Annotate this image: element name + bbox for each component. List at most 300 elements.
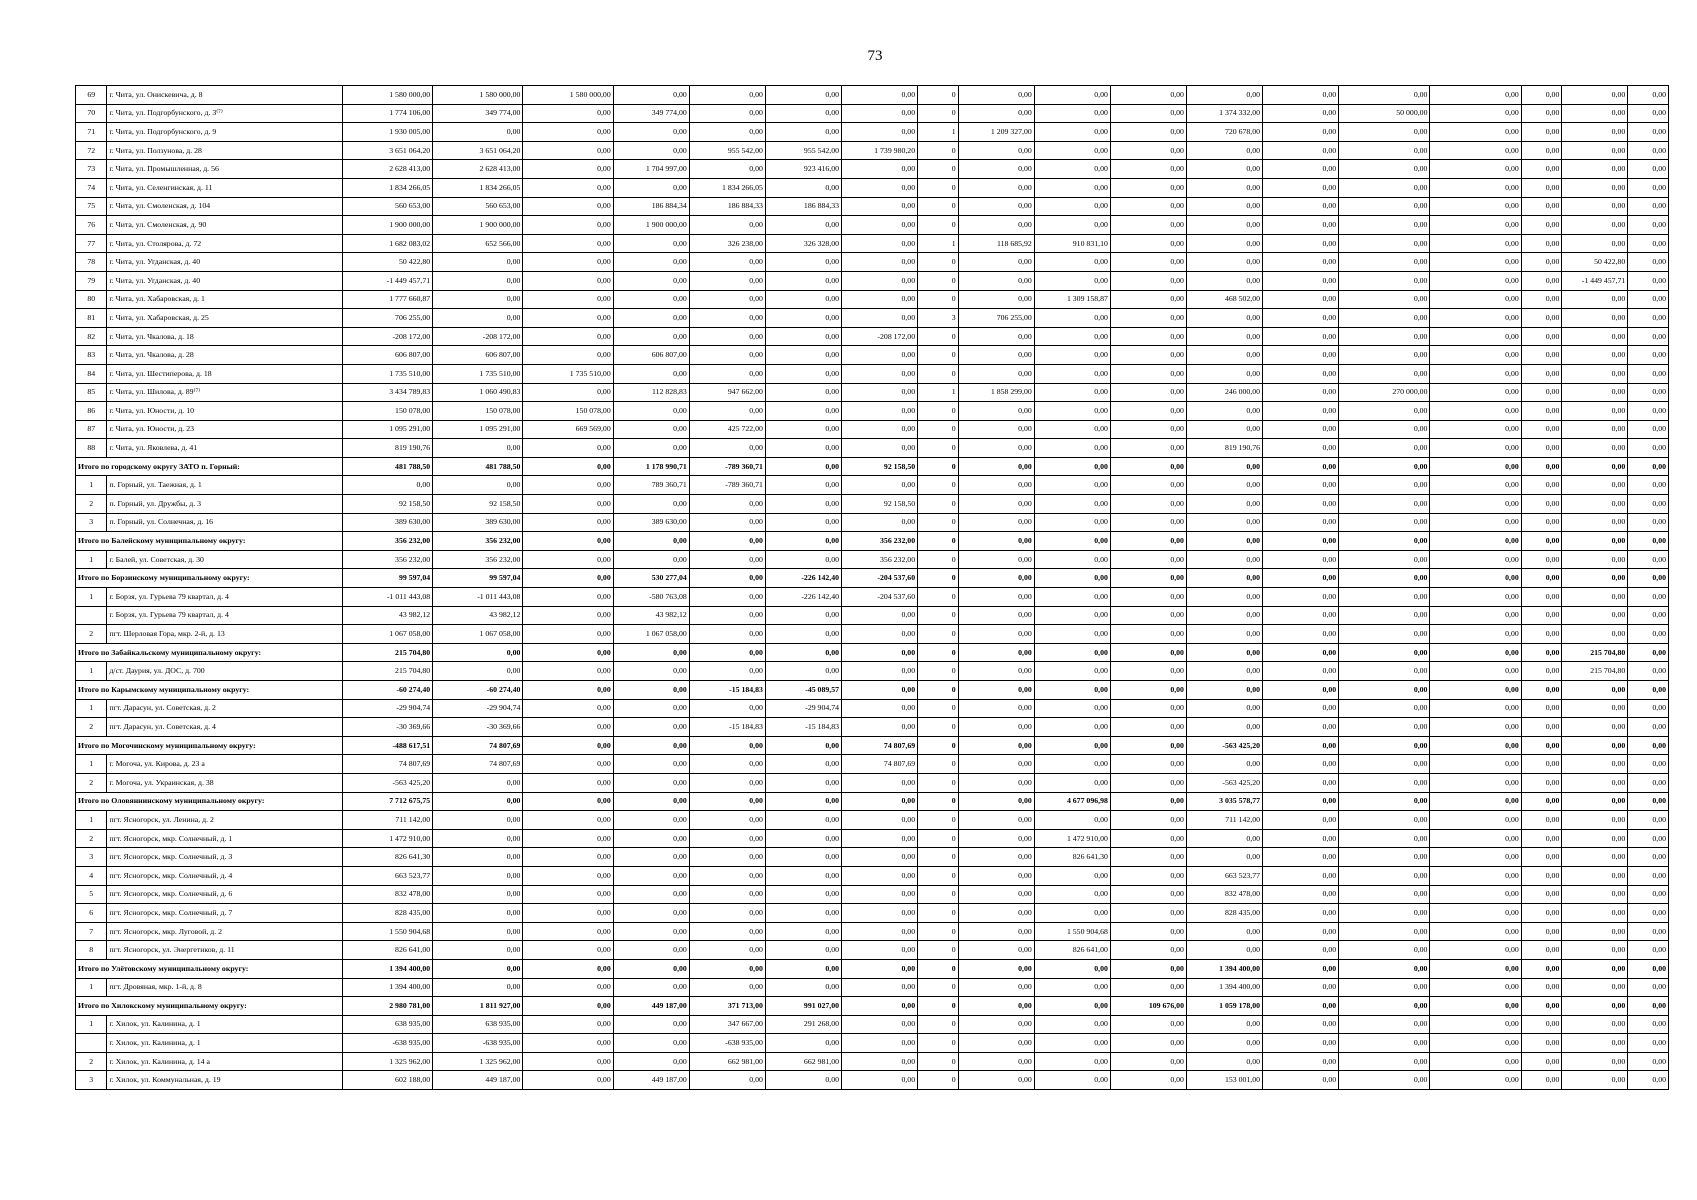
value-cell: 0,00 xyxy=(1110,904,1186,923)
table-row xyxy=(76,476,1669,495)
value-cell: 0,00 xyxy=(1521,1015,1562,1034)
value-cell: 0,00 xyxy=(1521,792,1562,811)
value-cell: 0,00 xyxy=(1339,253,1430,272)
value-cell: 0,00 xyxy=(1521,1052,1562,1071)
value-cell: 0,00 xyxy=(1562,1034,1628,1053)
row-number: 1 xyxy=(76,699,107,718)
value-cell: 0,00 xyxy=(842,476,918,495)
value-cell: 0,00 xyxy=(958,420,1034,439)
value-cell: 828 435,00 xyxy=(1186,904,1262,923)
value-cell: 0,00 xyxy=(1339,848,1430,867)
value-cell: 0,00 xyxy=(1034,736,1110,755)
value-cell: 0 xyxy=(918,178,959,197)
value-cell: 0,00 xyxy=(1034,643,1110,662)
value-cell: 0 xyxy=(918,1034,959,1053)
value-cell: 2 628 413,00 xyxy=(342,160,432,179)
value-cell: 0,00 xyxy=(1339,439,1430,458)
value-cell: 0,00 xyxy=(523,643,613,662)
address-cell: г. Хилок, ул. Коммунальная, д. 19 xyxy=(107,1071,342,1090)
value-cell: 0,00 xyxy=(613,402,689,421)
value-cell: 0,00 xyxy=(1628,271,1669,290)
value-cell: 0,00 xyxy=(842,234,918,253)
value-cell: 0,00 xyxy=(1034,439,1110,458)
value-cell: 0,00 xyxy=(1110,718,1186,737)
address-cell: г. Чита, ул. Хабаровская, д. 25 xyxy=(107,309,342,328)
value-cell: 0,00 xyxy=(1430,253,1521,272)
value-cell: 0,00 xyxy=(765,309,841,328)
value-cell: 0,00 xyxy=(613,123,689,142)
value-cell: 0,00 xyxy=(1339,141,1430,160)
value-cell: 0,00 xyxy=(1430,625,1521,644)
value-cell: 0,00 xyxy=(433,643,523,662)
value-cell: 0,00 xyxy=(958,773,1034,792)
value-cell: 0,00 xyxy=(1186,327,1262,346)
value-cell: 706 255,00 xyxy=(342,309,432,328)
value-cell: 356 232,00 xyxy=(433,532,523,551)
value-cell: 602 188,00 xyxy=(342,1071,432,1090)
address-cell: г. Борзя, ул. Гурьева 79 квартал, д. 4 xyxy=(107,606,342,625)
value-cell: 0,00 xyxy=(1430,86,1521,105)
row-number: 2 xyxy=(76,625,107,644)
value-cell: 0,00 xyxy=(765,662,841,681)
value-cell: 0,00 xyxy=(1034,86,1110,105)
value-cell: 0,00 xyxy=(1521,662,1562,681)
value-cell: 1 858 299,00 xyxy=(958,383,1034,402)
table-row xyxy=(76,662,1669,681)
value-cell: 0,00 xyxy=(1110,1052,1186,1071)
value-cell: -638 935,00 xyxy=(433,1034,523,1053)
value-cell: -15 184,83 xyxy=(689,718,765,737)
value-cell: 0,00 xyxy=(1339,123,1430,142)
value-cell: 0,00 xyxy=(1430,1052,1521,1071)
row-number: 75 xyxy=(76,197,107,216)
value-cell: 0,00 xyxy=(958,253,1034,272)
table-row xyxy=(76,104,1669,123)
value-cell: 0,00 xyxy=(1034,123,1110,142)
value-cell: 0,00 xyxy=(523,699,613,718)
value-cell: 1 178 990,71 xyxy=(613,457,689,476)
value-cell: 0,00 xyxy=(1339,792,1430,811)
value-cell: 0,00 xyxy=(689,123,765,142)
value-cell: 0,00 xyxy=(1521,904,1562,923)
table-row xyxy=(76,402,1669,421)
subtotal-row xyxy=(76,997,1669,1016)
value-cell: 1 834 266,05 xyxy=(689,178,765,197)
value-cell: 0,00 xyxy=(1263,309,1339,328)
value-cell: 0,00 xyxy=(842,681,918,700)
value-cell: 0,00 xyxy=(1562,699,1628,718)
value-cell: 0,00 xyxy=(842,346,918,365)
value-cell: 74 807,69 xyxy=(342,755,432,774)
value-cell: 1 774 106,00 xyxy=(342,104,432,123)
value-cell: 0,00 xyxy=(1562,178,1628,197)
value-cell: 0,00 xyxy=(765,346,841,365)
value-cell: 0,00 xyxy=(1430,513,1521,532)
value-cell: 0,00 xyxy=(1430,309,1521,328)
value-cell: 0,00 xyxy=(523,792,613,811)
value-cell: 0,00 xyxy=(1186,309,1262,328)
value-cell: 0,00 xyxy=(1110,755,1186,774)
value-cell: 0,00 xyxy=(765,941,841,960)
address-cell: г. Балей, ул. Советская, д. 30 xyxy=(107,550,342,569)
value-cell: 0,00 xyxy=(842,997,918,1016)
value-cell: 819 190,76 xyxy=(1186,439,1262,458)
value-cell: 0,00 xyxy=(1034,662,1110,681)
value-cell: 0,00 xyxy=(1110,439,1186,458)
value-cell: 0,00 xyxy=(523,866,613,885)
address-cell: д/ст. Даурия, ул. ДОС, д. 700 xyxy=(107,662,342,681)
value-cell: 0 xyxy=(918,476,959,495)
value-cell: 0,00 xyxy=(1110,848,1186,867)
value-cell: 0,00 xyxy=(1521,216,1562,235)
row-number: 79 xyxy=(76,271,107,290)
address-cell: пгт. Шерловая Гора, мкр. 2-й, д. 13 xyxy=(107,625,342,644)
value-cell: 0,00 xyxy=(1110,290,1186,309)
value-cell: 74 807,69 xyxy=(433,755,523,774)
value-cell: 0,00 xyxy=(613,681,689,700)
address-cell: пгт. Дарасун, ул. Советская, д. 4 xyxy=(107,718,342,737)
value-cell: 0,00 xyxy=(765,736,841,755)
value-cell: 0,00 xyxy=(433,253,523,272)
value-cell: 0,00 xyxy=(1034,495,1110,514)
value-cell: 0,00 xyxy=(1430,327,1521,346)
value-cell: 662 981,00 xyxy=(689,1052,765,1071)
value-cell: 0,00 xyxy=(958,402,1034,421)
value-cell: 0,00 xyxy=(523,588,613,607)
value-cell: 0,00 xyxy=(433,439,523,458)
value-cell: 0,00 xyxy=(689,606,765,625)
value-cell: 0,00 xyxy=(1430,1034,1521,1053)
value-cell: 606 807,00 xyxy=(433,346,523,365)
value-cell: -29 904,74 xyxy=(433,699,523,718)
value-cell: 0,00 xyxy=(842,922,918,941)
value-cell: 0,00 xyxy=(1034,1015,1110,1034)
address-cell: г. Чита, ул. Смоленская, д. 90 xyxy=(107,216,342,235)
value-cell: 638 935,00 xyxy=(342,1015,432,1034)
value-cell: 0,00 xyxy=(1034,997,1110,1016)
value-cell: 0,00 xyxy=(958,736,1034,755)
address-cell: г. Могоча, ул. Украинская, д. 38 xyxy=(107,773,342,792)
value-cell: 0,00 xyxy=(433,773,523,792)
value-cell: 449 187,00 xyxy=(613,997,689,1016)
value-cell: 0,00 xyxy=(842,885,918,904)
value-cell: 0,00 xyxy=(1339,681,1430,700)
value-cell: 1 930 005,00 xyxy=(342,123,432,142)
value-cell: 0,00 xyxy=(958,1052,1034,1071)
value-cell: 0,00 xyxy=(523,848,613,867)
value-cell: 0,00 xyxy=(958,86,1034,105)
value-cell: 0,00 xyxy=(1430,922,1521,941)
address-cell: пгт. Ясногорск, мкр. Солнечный, д. 4 xyxy=(107,866,342,885)
address-cell: г. Чита, ул. Подгорбунского, д. 9 xyxy=(107,123,342,142)
value-cell: 0,00 xyxy=(842,104,918,123)
row-number: 1 xyxy=(76,662,107,681)
value-cell: 0,00 xyxy=(958,457,1034,476)
value-cell: 109 676,00 xyxy=(1110,997,1186,1016)
value-cell: 0,00 xyxy=(1562,569,1628,588)
value-cell: 0,00 xyxy=(523,978,613,997)
value-cell: 0,00 xyxy=(842,904,918,923)
value-cell: 0,00 xyxy=(1263,848,1339,867)
table-row xyxy=(76,866,1669,885)
value-cell: 0,00 xyxy=(523,290,613,309)
value-cell: 1 811 927,00 xyxy=(433,997,523,1016)
value-cell: 0,00 xyxy=(765,290,841,309)
value-cell: 0,00 xyxy=(613,773,689,792)
value-cell: 0,00 xyxy=(1562,922,1628,941)
address-cell: пгт. Ясногорск, мкр. Луговой, д. 2 xyxy=(107,922,342,941)
value-cell: 0,00 xyxy=(1263,420,1339,439)
value-cell: 0 xyxy=(918,141,959,160)
value-cell: 0,00 xyxy=(523,513,613,532)
table-row xyxy=(76,550,1669,569)
value-cell: 0,00 xyxy=(1263,718,1339,737)
value-cell: 0,00 xyxy=(1339,959,1430,978)
value-cell: 0,00 xyxy=(1339,643,1430,662)
value-cell: 0,00 xyxy=(1628,643,1669,662)
value-cell: 0,00 xyxy=(1110,141,1186,160)
value-cell: 720 678,00 xyxy=(1186,123,1262,142)
value-cell: 0,00 xyxy=(765,383,841,402)
value-cell: 0,00 xyxy=(433,959,523,978)
value-cell: 0,00 xyxy=(1339,290,1430,309)
value-cell: 0,00 xyxy=(523,178,613,197)
value-cell: 326 238,00 xyxy=(689,234,765,253)
value-cell: 0,00 xyxy=(1110,792,1186,811)
value-cell: 0,00 xyxy=(523,457,613,476)
value-cell: 0,00 xyxy=(1263,550,1339,569)
subtotal-title: Итого по Улётовскому муниципальному округу: xyxy=(76,959,343,978)
value-cell: 0,00 xyxy=(958,1071,1034,1090)
value-cell: 0,00 xyxy=(1034,959,1110,978)
row-number: 76 xyxy=(76,216,107,235)
value-cell: 0,00 xyxy=(1628,420,1669,439)
value-cell: 0,00 xyxy=(1521,364,1562,383)
value-cell: 0,00 xyxy=(613,290,689,309)
value-cell: 0,00 xyxy=(1110,178,1186,197)
value-cell: 0,00 xyxy=(613,178,689,197)
value-cell: 1 394 400,00 xyxy=(342,978,432,997)
value-cell: -204 537,60 xyxy=(842,569,918,588)
value-cell: 0,00 xyxy=(613,420,689,439)
value-cell: 0,00 xyxy=(1263,178,1339,197)
value-cell: 0,00 xyxy=(1562,606,1628,625)
value-cell: 0,00 xyxy=(1562,420,1628,439)
value-cell: 0,00 xyxy=(1562,346,1628,365)
value-cell: 0,00 xyxy=(842,699,918,718)
value-cell: 0,00 xyxy=(958,718,1034,737)
value-cell: 0,00 xyxy=(523,197,613,216)
row-number: 74 xyxy=(76,178,107,197)
value-cell: 0,00 xyxy=(613,885,689,904)
table-row xyxy=(76,216,1669,235)
value-cell: 0,00 xyxy=(689,532,765,551)
value-cell: 0,00 xyxy=(1110,197,1186,216)
value-cell: -580 763,08 xyxy=(613,588,689,607)
value-cell: 0,00 xyxy=(958,141,1034,160)
subtotal-row xyxy=(76,736,1669,755)
value-cell: 0,00 xyxy=(1034,811,1110,830)
value-cell: 0,00 xyxy=(765,271,841,290)
value-cell: 0,00 xyxy=(1430,234,1521,253)
value-cell: 0,00 xyxy=(1110,606,1186,625)
value-cell: 0,00 xyxy=(689,569,765,588)
value-cell: 789 360,71 xyxy=(613,476,689,495)
value-cell: 1 067 058,00 xyxy=(342,625,432,644)
value-cell: 449 187,00 xyxy=(433,1071,523,1090)
value-cell: 0,00 xyxy=(613,811,689,830)
value-cell: 0,00 xyxy=(523,1034,613,1053)
value-cell: 1 xyxy=(918,383,959,402)
value-cell: 0,00 xyxy=(1521,736,1562,755)
value-cell: 0,00 xyxy=(1186,513,1262,532)
value-cell: -1 449 457,71 xyxy=(1562,271,1628,290)
address-cell: г. Чита, ул. Яковлева, д. 41 xyxy=(107,439,342,458)
value-cell: 0,00 xyxy=(1110,495,1186,514)
value-cell: 0,00 xyxy=(1430,866,1521,885)
value-cell: 0,00 xyxy=(1339,718,1430,737)
table-row xyxy=(76,699,1669,718)
value-cell: 0,00 xyxy=(1110,1071,1186,1090)
value-cell: 0,00 xyxy=(1263,606,1339,625)
value-cell: 0,00 xyxy=(1186,643,1262,662)
value-cell: 0,00 xyxy=(523,662,613,681)
value-cell: 0,00 xyxy=(1339,978,1430,997)
value-cell: 0,00 xyxy=(613,941,689,960)
value-cell: 0 xyxy=(918,625,959,644)
value-cell: 1 735 510,00 xyxy=(523,364,613,383)
value-cell: 0,00 xyxy=(433,792,523,811)
value-cell: 0,00 xyxy=(1521,755,1562,774)
row-number: 5 xyxy=(76,885,107,904)
value-cell: 0,00 xyxy=(1521,978,1562,997)
address-cell: г. Чита, ул. Селенгинская, д. 11 xyxy=(107,178,342,197)
value-cell: 0,00 xyxy=(842,941,918,960)
value-cell: 0,00 xyxy=(765,402,841,421)
value-cell: 0,00 xyxy=(523,569,613,588)
value-cell: 828 435,00 xyxy=(342,904,432,923)
table-row xyxy=(76,848,1669,867)
value-cell: 0,00 xyxy=(1263,866,1339,885)
value-cell: 0,00 xyxy=(1263,86,1339,105)
table-row xyxy=(76,773,1669,792)
value-cell: 1 374 332,00 xyxy=(1186,104,1262,123)
value-cell: 0,00 xyxy=(1034,141,1110,160)
value-cell: 0,00 xyxy=(523,104,613,123)
value-cell: 0,00 xyxy=(958,290,1034,309)
value-cell: 1 059 178,00 xyxy=(1186,997,1262,1016)
value-cell: 0,00 xyxy=(1263,439,1339,458)
value-cell: 0,00 xyxy=(1628,922,1669,941)
value-cell: 0,00 xyxy=(1110,532,1186,551)
value-cell: 0,00 xyxy=(1263,681,1339,700)
value-cell: 0,00 xyxy=(1339,904,1430,923)
value-cell: 0,00 xyxy=(1628,457,1669,476)
value-cell: 0,00 xyxy=(1339,811,1430,830)
value-cell: 0 xyxy=(918,718,959,737)
value-cell: 0,00 xyxy=(613,904,689,923)
value-cell: 0,00 xyxy=(1628,904,1669,923)
address-cell: г. Чита, ул. Ползунова, д. 28 xyxy=(107,141,342,160)
row-number: 70 xyxy=(76,104,107,123)
value-cell: 0,00 xyxy=(842,290,918,309)
value-cell: 0,00 xyxy=(1430,848,1521,867)
value-cell: 0,00 xyxy=(1521,699,1562,718)
value-cell: 0,00 xyxy=(1430,104,1521,123)
value-cell: -563 425,20 xyxy=(1186,736,1262,755)
value-cell: 0,00 xyxy=(613,978,689,997)
value-cell: -30 369,66 xyxy=(342,718,432,737)
value-cell: 662 981,00 xyxy=(765,1052,841,1071)
value-cell: 0,00 xyxy=(842,1015,918,1034)
value-cell: 0,00 xyxy=(1430,718,1521,737)
value-cell: 0,00 xyxy=(765,904,841,923)
value-cell: 0,00 xyxy=(1263,1015,1339,1034)
value-cell: 0,00 xyxy=(1562,1052,1628,1071)
value-cell: 1 060 490,83 xyxy=(433,383,523,402)
value-cell: 0,00 xyxy=(523,271,613,290)
value-cell: 0,00 xyxy=(1110,1034,1186,1053)
row-number: 73 xyxy=(76,160,107,179)
value-cell: 0,00 xyxy=(1110,346,1186,365)
value-cell: 1 095 291,00 xyxy=(342,420,432,439)
table-row xyxy=(76,253,1669,272)
value-cell: 0,00 xyxy=(523,253,613,272)
value-cell: 0,00 xyxy=(1186,364,1262,383)
value-cell: 0,00 xyxy=(689,513,765,532)
value-cell: 0,00 xyxy=(1110,885,1186,904)
value-cell: 0,00 xyxy=(1430,811,1521,830)
value-cell: 0,00 xyxy=(1110,160,1186,179)
value-cell: 0,00 xyxy=(1339,197,1430,216)
value-cell: 356 232,00 xyxy=(842,550,918,569)
value-cell: 0 xyxy=(918,160,959,179)
value-cell: 0,00 xyxy=(1110,922,1186,941)
value-cell: 0,00 xyxy=(1562,829,1628,848)
value-cell: 0 xyxy=(918,327,959,346)
value-cell: 0,00 xyxy=(1263,123,1339,142)
address-cell: г. Чита, ул. Чкалова, д. 28 xyxy=(107,346,342,365)
value-cell: 0,00 xyxy=(1628,718,1669,737)
value-cell: 0,00 xyxy=(1562,457,1628,476)
value-cell: 0,00 xyxy=(765,829,841,848)
value-cell: 0,00 xyxy=(1110,513,1186,532)
value-cell: 1 735 510,00 xyxy=(342,364,432,383)
value-cell: 0,00 xyxy=(1628,773,1669,792)
value-cell: 606 807,00 xyxy=(342,346,432,365)
value-cell: 3 651 064,20 xyxy=(433,141,523,160)
value-cell: 0,00 xyxy=(1430,476,1521,495)
value-cell: 0,00 xyxy=(958,346,1034,365)
value-cell: 118 685,92 xyxy=(958,234,1034,253)
value-cell: 0,00 xyxy=(1562,997,1628,1016)
value-cell: 1 394 400,00 xyxy=(342,959,432,978)
value-cell: 663 523,77 xyxy=(342,866,432,885)
value-cell: 0,00 xyxy=(1521,811,1562,830)
value-cell: 0,00 xyxy=(689,327,765,346)
value-cell: 0,00 xyxy=(1339,495,1430,514)
value-cell: 0,00 xyxy=(1339,476,1430,495)
value-cell: 0,00 xyxy=(1263,402,1339,421)
value-cell: 0,00 xyxy=(958,197,1034,216)
value-cell: 0,00 xyxy=(1521,959,1562,978)
table-row xyxy=(76,1052,1669,1071)
value-cell: 150 078,00 xyxy=(342,402,432,421)
value-cell: 0,00 xyxy=(613,922,689,941)
value-cell: 0,00 xyxy=(842,606,918,625)
value-cell: 0,00 xyxy=(1628,1015,1669,1034)
value-cell: 0,00 xyxy=(523,550,613,569)
